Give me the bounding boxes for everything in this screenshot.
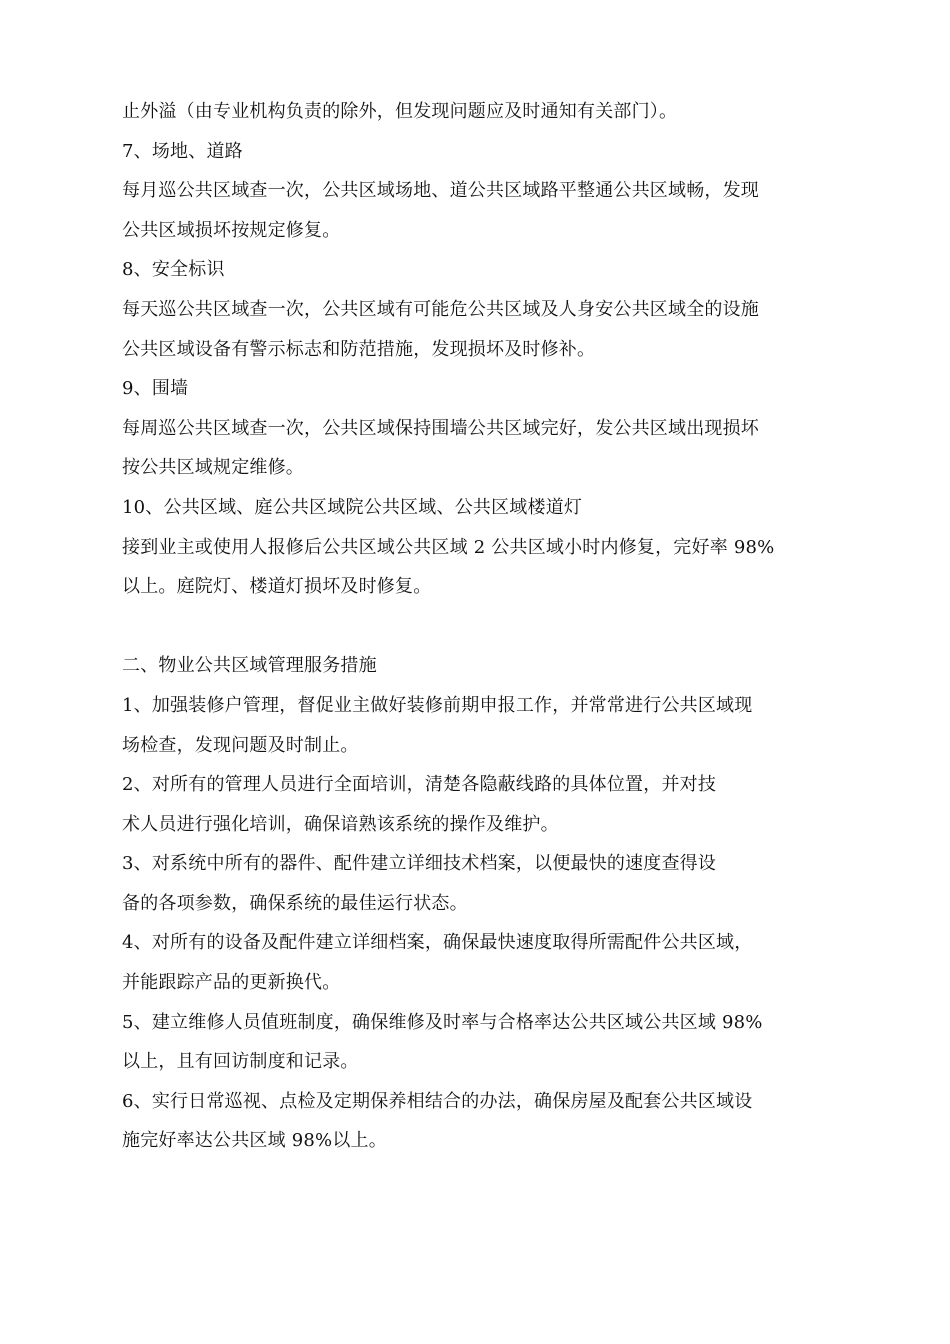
text-line: 并能跟踪产品的更新换代。	[122, 972, 341, 994]
text-line: 止外溢（由专业机构负责的除外，但发现问题应及时通知有关部门）。	[122, 101, 678, 122]
text-line: 以上。庭院灯、楼道灯损坏及时修复。	[122, 576, 432, 598]
item-heading-9: 9、围墙	[122, 378, 189, 400]
text-line: 2、对所有的管理人员进行全面培训，清楚各隐蔽线路的具体位置，并对技	[122, 774, 717, 796]
section-heading: 二、物业公共区域管理服务措施	[122, 655, 377, 677]
text-line: 备的各项参数，确保系统的最佳运行状态。	[122, 892, 468, 914]
text-line: 公共区域设备有警示标志和防范措施，发现损坏及时修补。	[122, 338, 596, 360]
paragraph-gap	[122, 607, 842, 647]
text-line: 1、加强装修户管理，督促业主做好装修前期申报工作，并常常进行公共区域现	[122, 694, 753, 716]
text-line: 场检查，发现问题及时制止。	[122, 734, 359, 756]
text-line: 按公共区域规定维修。	[122, 457, 304, 479]
section-service-measures	[122, 646, 842, 1161]
text-line: 以上，且有回访制度和记录。	[122, 1051, 359, 1073]
text-line: 5、建立维修人员值班制度，确保维修及时率与合格率达公共区域公共区域 98%	[122, 1011, 763, 1033]
text-line: 每天巡公共区域查一次，公共区域有可能危公共区域及人身安公共区域全的设施	[122, 298, 759, 320]
document-page	[122, 92, 842, 1161]
text-line: 每周巡公共区域查一次，公共区域保持围墙公共区域完好，发公共区域出现损坏	[122, 417, 759, 439]
text-line: 每月巡公共区域查一次，公共区域场地、道公共区域路平整通公共区域畅，发现	[122, 180, 759, 202]
text-line: 6、实行日常巡视、点检及定期保养相结合的办法，确保房屋及配套公共区域设	[122, 1090, 753, 1112]
item-heading-8: 8、安全标识	[122, 259, 225, 281]
text-line: 3、对系统中所有的器件、配件建立详细技术档案，以便最快的速度查得设	[122, 853, 717, 875]
text-line: 施完好率达公共区域 98%以上。	[122, 1130, 387, 1152]
section-public-facilities-maintenance	[122, 92, 842, 607]
item-heading-7: 7、场地、道路	[122, 140, 243, 162]
text-line: 接到业主或使用人报修后公共区域公共区域 2 公共区域小时内修复，完好率 98%	[122, 536, 775, 558]
item-heading-10: 10、公共区域、庭公共区域院公共区域、公共区域楼道灯	[122, 496, 583, 518]
text-line: 术人员进行强化培训，确保谙熟该系统的操作及维护。	[122, 813, 559, 835]
text-line: 公共区域损坏按规定修复。	[122, 219, 341, 241]
text-line: 4、对所有的设备及配件建立详细档案，确保最快速度取得所需配件公共区域，	[122, 932, 753, 954]
